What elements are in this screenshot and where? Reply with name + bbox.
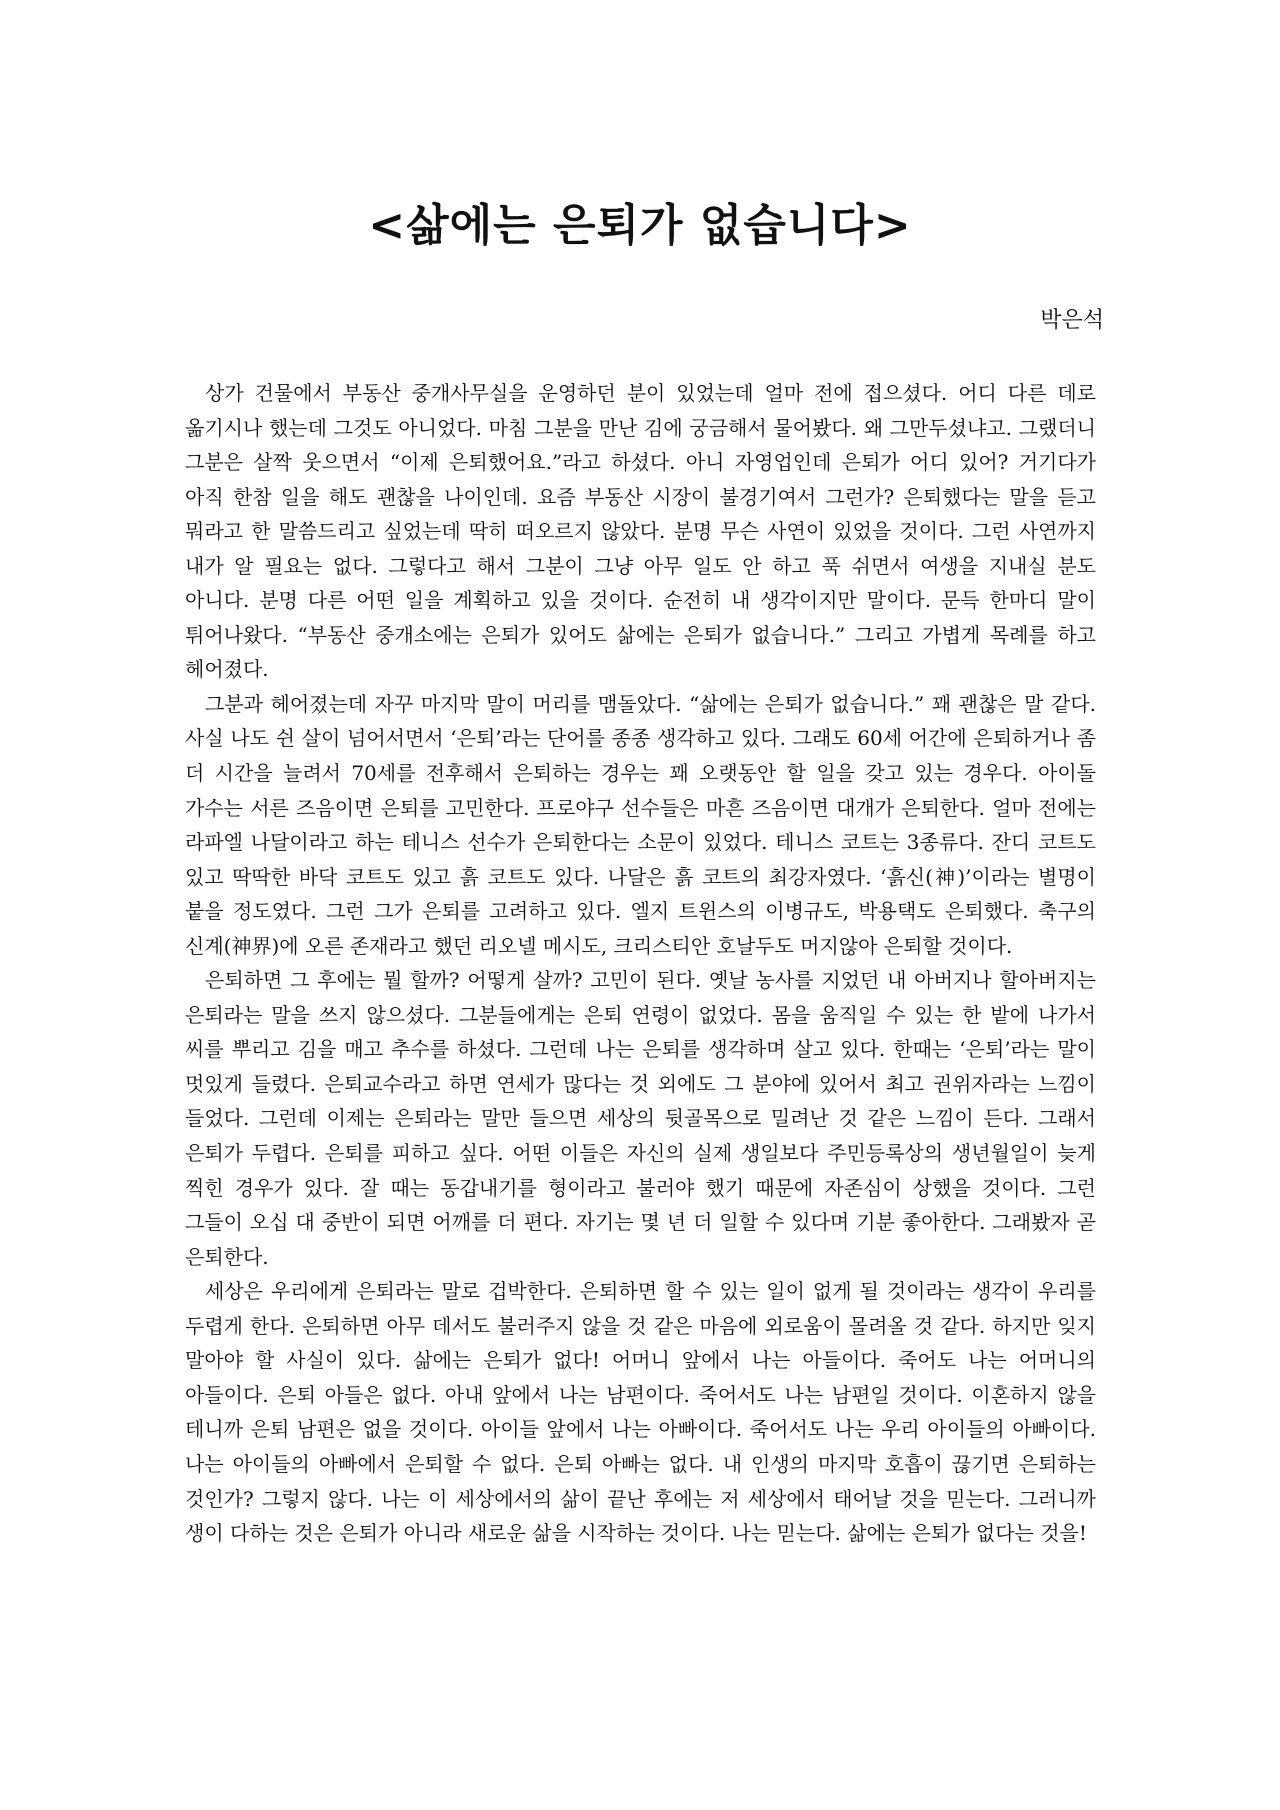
paragraph-2: 그분과 헤어졌는데 자꾸 마지막 말이 머리를 맴돌았다. “삶에는 은퇴가 없습니다.” 꽤 괜찮은 말 같다. 사실 나도 쉰 살이 넘어서면서 ‘은퇴’라는 단어를 종종 생각하고 있다. 그래도 60세 어간에 은퇴하거나 좀 더 시간을 늘려서 70세를 전후해서 은퇴하는 경우는 꽤 오랫동안 할 일을 갖고 있는 경우다. 아이돌 가수는 서른 즈음이면 은퇴를 고민한다. 프로야구 선수들은 마흔 즈음이면 대개가 은퇴한다. 얼마 전에는 라파엘 나달이라고 하는 테니스 선수가 은퇴한다는 소문이 있었다. 테니스 코트는 3종류다. 잔디 코트도 있고 딱딱한 바닥 코트도 있고 흙 코트도 있다. 나달은 흙 코트의 최강자였다. ‘흙신(神)’이라는 별명이 붙을 정도였다. 그런 그가 은퇴를 고려하고 있다. 엘지 트윈스의 이병규도, 박용택도 은퇴했다. 축구의 신계(神界)에 오른 존재라고 했던 리오넬 메시도, 크리스티안 호날두도 머지않아 은퇴할 것이다. (185, 691, 1096, 958)
author-name: 박은석 (1040, 308, 1104, 333)
document-title: <삶에는 은퇴가 없습니다> (368, 200, 912, 251)
paragraph-1: 상가 건물에서 부동산 중개사무실을 운영하던 분이 있었는데 얼마 전에 접으셨다. 어디 다른 데로 옮기시나 했는데 그것도 아니었다. 마침 그분을 만난 김에 궁금해서 물어봤다. 왜 그만두셨냐고. 그랬더니 그분은 살짝 웃으면서 “이제 은퇴했어요.”라고 하셨다. 아니 자영업인데 은퇴가 어디 있어? 거기다가 아직 한참 일을 해도 괜찮을 나이인데. 요즘 부동산 시장이 불경기여서 그런가? 은퇴했다는 말을 듣고 뭐라고 한 말씀드리고 싶었는데 딱히 떠오르지 않았다. 분명 무슨 사연이 있었을 것이다. 그런 사연까지 내가 알 필요는 없다. 그렇다고 해서 그분이 그냥 아무 일도 안 하고 푹 쉬면서 여생을 지내실 분도 아니다. 분명 다른 어떤 일을 계획하고 있을 것이다. 순전히 내 생각이지만 말이다. 문득 한마디 말이 튀어나왔다. “부동산 중개소에는 은퇴가 있어도 삶에는 은퇴가 없습니다.” 그리고 가볍게 목례를 하고 헤어졌다. (185, 381, 1096, 682)
essay-body (185, 376, 1096, 1551)
paragraph-4: 세상은 우리에게 은퇴라는 말로 겁박한다. 은퇴하면 할 수 있는 일이 없게 될 것이라는 생각이 우리를 두렵게 한다. 은퇴하면 아무 데서도 불러주지 않을 것 같은 마음에 외로움이 몰려올 것 같다. 하지만 잊지 말아야 할 사실이 있다. 삶에는 은퇴가 없다! 어머니 앞에서 나는 아들이다. 죽어도 나는 어머니의 아들이다. 은퇴 아들은 없다. 아내 앞에서 나는 남편이다. 죽어서도 나는 남편일 것이다. 이혼하지 않을 테니까 은퇴 남편은 없을 것이다. 아이들 앞에서 나는 아빠이다. 죽어서도 나는 우리 아이들의 아빠이다. 나는 아이들의 아빠에서 은퇴할 수 없다. 은퇴 아빠는 없다. 내 인생의 마지막 호흡이 끊기면 은퇴하는 것인가? 그렇지 않다. 나는 이 세상에서의 삶이 끝난 후에는 저 세상에서 태어날 것을 믿는다. 그러니까 생이 다하는 것은 은퇴가 아니라 새로운 삶을 시작하는 것이다. 나는 믿는다. 삶에는 은퇴가 없다는 것을! (185, 1279, 1096, 1546)
paragraph-3: 은퇴하면 그 후에는 뭘 할까? 어떻게 살까? 고민이 된다. 옛날 농사를 지었던 내 아버지나 할아버지는 은퇴라는 말을 쓰지 않으셨다. 그분들에게는 은퇴 연령이 없었다. 몸을 움직일 수 있는 한 밭에 나가서 씨를 뿌리고 김을 매고 추수를 하셨다. 그런데 나는 은퇴를 생각하며 살고 있다. 한때는 ‘은퇴’라는 말이 멋있게 들렸다. 은퇴교수라고 하면 연세가 많다는 것 외에도 그 분야에 있어서 최고 권위자라는 느낌이 들었다. 그런데 이제는 은퇴라는 말만 들으면 세상의 뒷골목으로 밀려난 것 같은 느낌이 든다. 그래서 은퇴가 두렵다. 은퇴를 피하고 싶다. 어떤 이들은 자신의 실제 생일보다 주민등록상의 생년월일이 늦게 찍힌 경우가 있다. 잘 때는 동갑내기를 형이라고 불러야 했기 때문에 자존심이 상했을 것이다. 그런 그들이 오십 대 중반이 되면 어깨를 더 편다. 자기는 몇 년 더 일할 수 있다며 기분 좋아한다. 그래봤자 곧 은퇴한다. (185, 968, 1096, 1269)
